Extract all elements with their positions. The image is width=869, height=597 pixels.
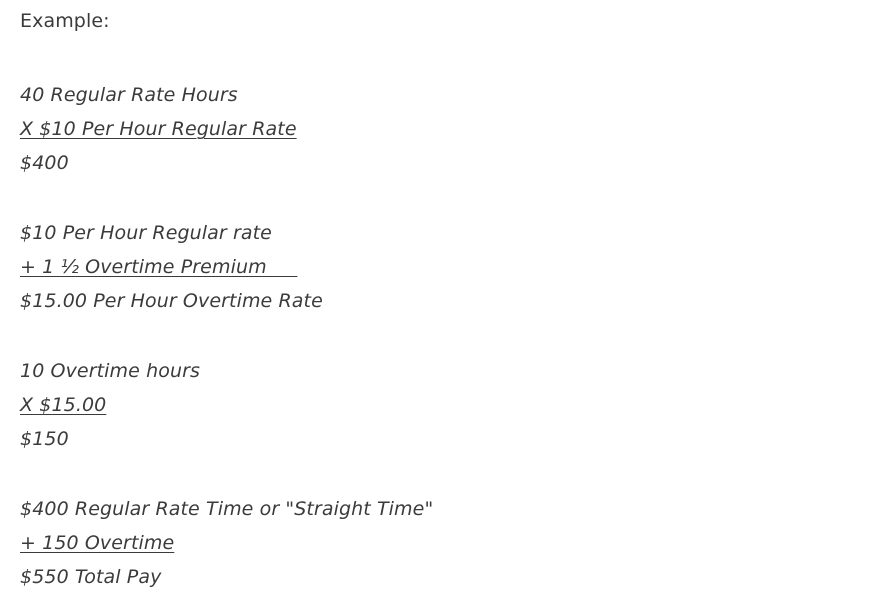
calculation-block-overtime-rate: [20, 216, 869, 318]
calc-result: $550 Total Pay: [20, 566, 162, 588]
example-content: [20, 8, 869, 594]
calc-line-underlined: X $10 Per Hour Regular Rate: [20, 118, 297, 140]
calc-line: $400 Regular Rate Time or "Straight Time": [20, 498, 434, 520]
spacer: [20, 34, 869, 78]
calc-line-underlined: + 150 Overtime: [20, 532, 175, 554]
calc-line: $10 Per Hour Regular rate: [20, 222, 272, 244]
spacer: [20, 456, 869, 492]
calculation-block-regular-pay: [20, 78, 869, 180]
calc-line: 40 Regular Rate Hours: [20, 84, 238, 106]
calc-line-underlined: X $15.00: [20, 394, 107, 416]
calc-line-underlined: + 1 ½ Overtime Premium: [20, 256, 298, 278]
calc-line: 10 Overtime hours: [20, 360, 201, 382]
example-label: Example:: [20, 10, 110, 32]
calc-result: $400: [20, 152, 69, 174]
spacer: [20, 318, 869, 354]
calc-result: $150: [20, 428, 69, 450]
calculation-block-overtime-pay: [20, 354, 869, 456]
spacer: [20, 180, 869, 216]
calc-result: $15.00 Per Hour Overtime Rate: [20, 290, 323, 312]
calculation-block-total-pay: [20, 492, 869, 594]
